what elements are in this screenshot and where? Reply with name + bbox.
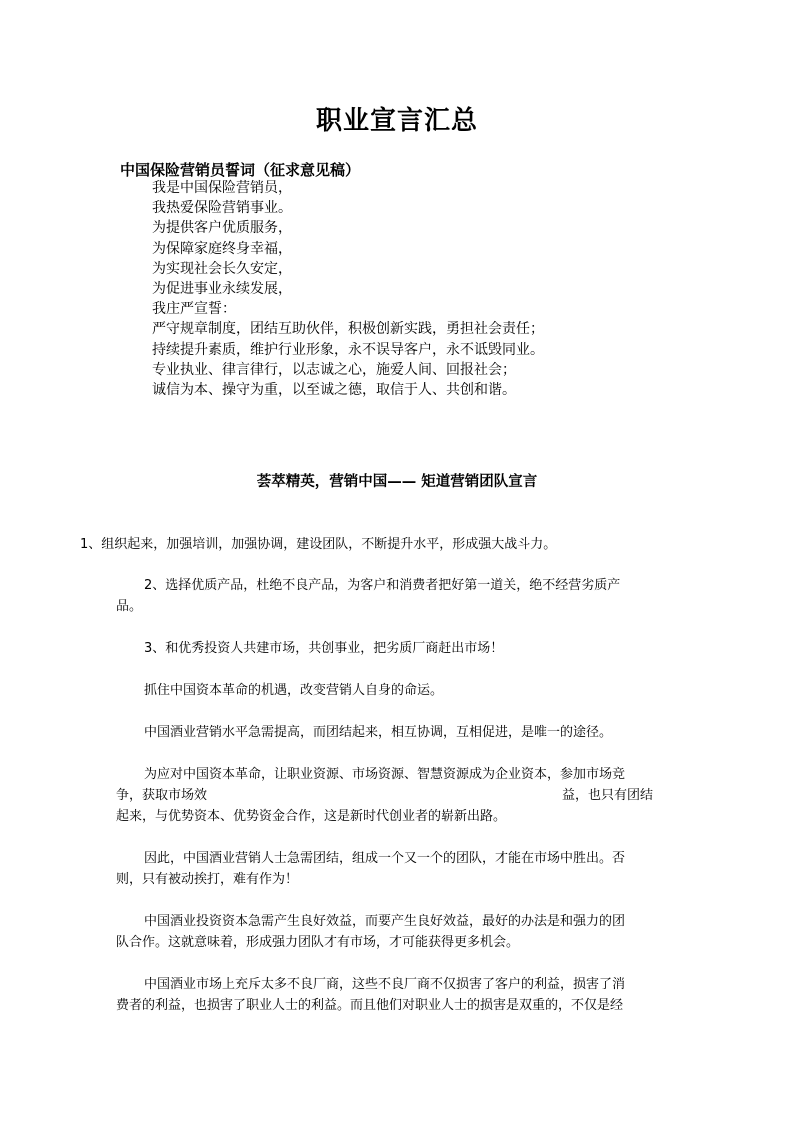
oath-line: 专业执业、律言律行，以志诚之心，施爱人间、回报社会；: [152, 361, 516, 378]
paragraph-6: [116, 764, 666, 827]
oath-line: 严守规章制度，团结互助伙伴，积极创新实践，勇担社会责任；: [152, 321, 544, 338]
paragraph-line: 中国酒业营销水平急需提高，而团结起来，相互协调，互相促进，是唯一的途径。: [144, 725, 613, 740]
paragraph-4: [144, 680, 443, 701]
paragraph-9: [116, 974, 625, 1016]
oath-line: 我是中国保险营销员，: [152, 180, 292, 196]
paragraph-line: 费者的利益，也损害了职业人士的利益。而且他们对职业人士的损害是双重的，不仅是经: [116, 998, 624, 1013]
paragraph-1: [80, 534, 556, 555]
paragraph-line: 则，只有被动挨打，难有作为！: [116, 872, 299, 887]
oath-line: 诚信为本、操守为重，以至诚之德，取信于人、共创和谐。: [152, 381, 516, 398]
paragraph-line: 因此，中国酒业营销人士急需团结，组成一个又一个的团队，才能在市场中胜出。否: [144, 851, 626, 866]
paragraph-line: 3、和优秀投资人共建市场，共创事业，把劣质厂商赶出市场！: [144, 641, 504, 656]
paragraph-line-split: [116, 785, 666, 806]
oath-line: 我庄严宣誓：: [152, 301, 236, 318]
section-heading: 荟萃精英，营销中国—— 矩道营销团队宣言: [256, 474, 538, 490]
oath-line: 为实现社会长久安定，: [152, 260, 292, 277]
paragraph-fragment: 争，获取市场效: [116, 788, 208, 803]
paragraph-3: [144, 638, 503, 659]
oath-line: 为保障家庭终身幸福，: [152, 240, 292, 257]
paragraph-line: 中国酒业投资资本急需产生良好效益，而要产生良好效益，最好的办法是和强力的团: [144, 914, 626, 929]
paragraph-7: [116, 848, 625, 890]
paragraph-5: [144, 722, 612, 743]
page-title: 职业宣言汇总: [315, 106, 478, 136]
paragraph-line: 2、选择优质产品，杜绝不良产品，为客户和消费者把好第一道关，绝不经营劣质产: [144, 578, 621, 593]
oath-lines: [152, 178, 544, 400]
paragraph-line: 抓住中国资本革命的机遇，改变营销人自身的命运。: [144, 683, 444, 698]
oath-line: 为提供客户优质服务，: [152, 220, 292, 237]
paragraph-8: [116, 911, 625, 953]
oath-line: 为促进事业永续发展，: [152, 280, 292, 297]
paragraph-line: 为应对中国资本革命，让职业资源、市场资源、智慧资源成为企业资本，参加市场竞: [144, 767, 626, 782]
paragraph-fragment: 益，也只有团结: [562, 788, 654, 803]
paragraph-line: 起来，与优势资本、优势资金合作，这是新时代创业者的崭新出路。: [116, 809, 507, 824]
oath-heading: 中国保险营销员誓词（征求意见稿）: [120, 161, 361, 179]
paragraph-line: 队合作。这就意味着，形成强力团队才有市场，才可能获得更多机会。: [116, 935, 520, 950]
oath-line: 持续提升素质，维护行业形象，永不误导客户，永不诋毁同业。: [152, 341, 544, 358]
paragraph-line: 品。: [116, 599, 143, 614]
oath-line: 我热爱保险营销事业。: [152, 200, 292, 217]
paragraph-line: 1、组织起来，加强培训，加强协调，建设团队，不断提升水平，形成强大战斗力。: [80, 537, 557, 552]
paragraph-line: 中国酒业市场上充斥太多不良厂商，这些不良厂商不仅损害了客户的利益，损害了消: [144, 977, 626, 992]
paragraph-2: [116, 575, 620, 617]
